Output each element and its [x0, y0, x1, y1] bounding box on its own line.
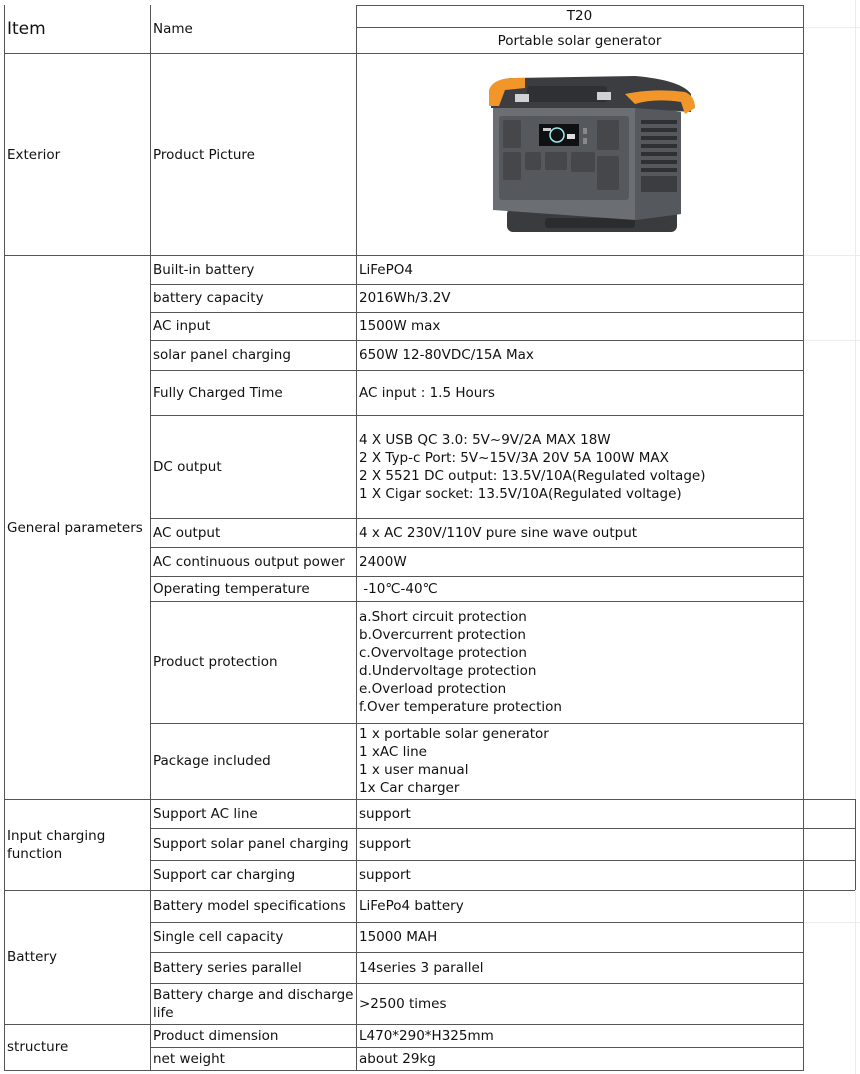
gridline [803, 340, 860, 341]
param-label: Support AC line [153, 805, 258, 822]
border [150, 1047, 803, 1048]
param-label: Battery model specifications [153, 898, 346, 914]
param-value: support [359, 836, 411, 852]
border [855, 799, 856, 890]
power-station-icon [489, 76, 695, 232]
param-label: Battery series parallel [153, 959, 302, 976]
border [4, 799, 855, 800]
border [150, 370, 803, 371]
border [150, 312, 803, 313]
param-value: 1500W max [359, 318, 441, 334]
border [4, 53, 803, 54]
border [150, 828, 855, 829]
param-value: support [359, 805, 411, 822]
border [150, 547, 803, 548]
border [356, 27, 803, 28]
gridline [803, 27, 860, 28]
border [803, 5, 804, 1071]
border [150, 340, 803, 341]
product-picture-label: Product Picture [153, 146, 255, 163]
section-battery: Battery [7, 949, 57, 965]
param-label: AC input [153, 318, 211, 334]
param-label: Built-in battery [153, 262, 255, 278]
border [150, 922, 803, 923]
border [150, 284, 803, 285]
param-label: Operating temperature [153, 580, 310, 597]
param-label: AC output [153, 524, 221, 541]
border [150, 5, 151, 1071]
param-value: 4 x AC 230V/110V pure sine wave output [359, 524, 638, 541]
border [150, 860, 855, 861]
param-label: Package included [153, 753, 271, 769]
param-label: Product protection [153, 654, 278, 670]
border [150, 601, 803, 602]
border [150, 952, 803, 953]
header-name-label: Name [153, 21, 193, 37]
param-value: 2400W [359, 553, 407, 570]
param-value: 15000 MAH [359, 929, 438, 945]
param-value: LiFePO4 [359, 262, 413, 278]
param-label: net weight [153, 1050, 225, 1067]
param-value: about 29kg [359, 1050, 436, 1067]
param-label: Product dimension [153, 1027, 279, 1044]
gridline [803, 255, 860, 256]
param-value-dc-output: 4 X USB QC 3.0: 5V~9V/2A MAX 18W 2 X Typ-c Port: 5V~15V/3A 20V 5A 100W MAX 2 X 5521 DC output: 13.5V/10A(Regulated voltage) 1 X Cigar socket: 13.5V/10A(Regulated voltage) [359, 431, 706, 502]
param-value: LiFePo4 battery [359, 898, 464, 914]
param-label: Fully Charged Time [153, 384, 283, 401]
border [4, 1024, 803, 1025]
param-value: 650W 12-80VDC/15A Max [359, 347, 534, 363]
border [356, 5, 803, 6]
section-structure: structure [7, 1039, 69, 1055]
section-general-parameters: General parameters [7, 519, 143, 536]
border [4, 5, 5, 1071]
header-product-type: Portable solar generator [497, 32, 662, 49]
param-value: 14series 3 parallel [359, 959, 484, 976]
border [4, 1070, 803, 1071]
border [150, 415, 803, 416]
border [150, 983, 803, 984]
border [4, 255, 803, 256]
param-value: L470*290*H325mm [359, 1027, 494, 1044]
header-item-label: Item [7, 19, 46, 39]
param-value-package: 1 x portable solar generator 1 xAC line 1 x user manual 1x Car charger [359, 726, 549, 796]
border [356, 5, 357, 1071]
param-label: DC output [153, 458, 222, 475]
header-model: T20 [566, 8, 593, 24]
param-value: AC input : 1.5 Hours [359, 384, 495, 401]
section-input-charging: Input charging function [7, 827, 106, 862]
param-value: -10℃-40℃ [359, 580, 438, 597]
param-label: AC continuous output power [153, 553, 345, 570]
param-value: >2500 times [359, 995, 447, 1012]
param-label: Single cell capacity [153, 929, 284, 945]
param-value: support [359, 867, 411, 883]
border [150, 723, 803, 724]
param-label: battery capacity [153, 290, 264, 306]
param-value-protection: a.Short circuit protection b.Overcurrent protection c.Overvoltage protection d.Undervoltage protection e.Overload protection f.Over temperature protection [359, 609, 562, 715]
border [4, 890, 855, 891]
section-exterior: Exterior [7, 146, 61, 163]
param-value: 2016Wh/3.2V [359, 290, 451, 306]
gridline [803, 922, 860, 923]
param-label: Battery charge and discharge life [153, 986, 354, 1021]
param-label: Support solar panel charging [153, 836, 349, 852]
border [150, 518, 803, 519]
param-label: solar panel charging [153, 347, 291, 363]
border [150, 576, 803, 577]
gridline [855, 0, 856, 1074]
product-picture [485, 68, 701, 244]
param-label: Support car charging [153, 867, 296, 883]
